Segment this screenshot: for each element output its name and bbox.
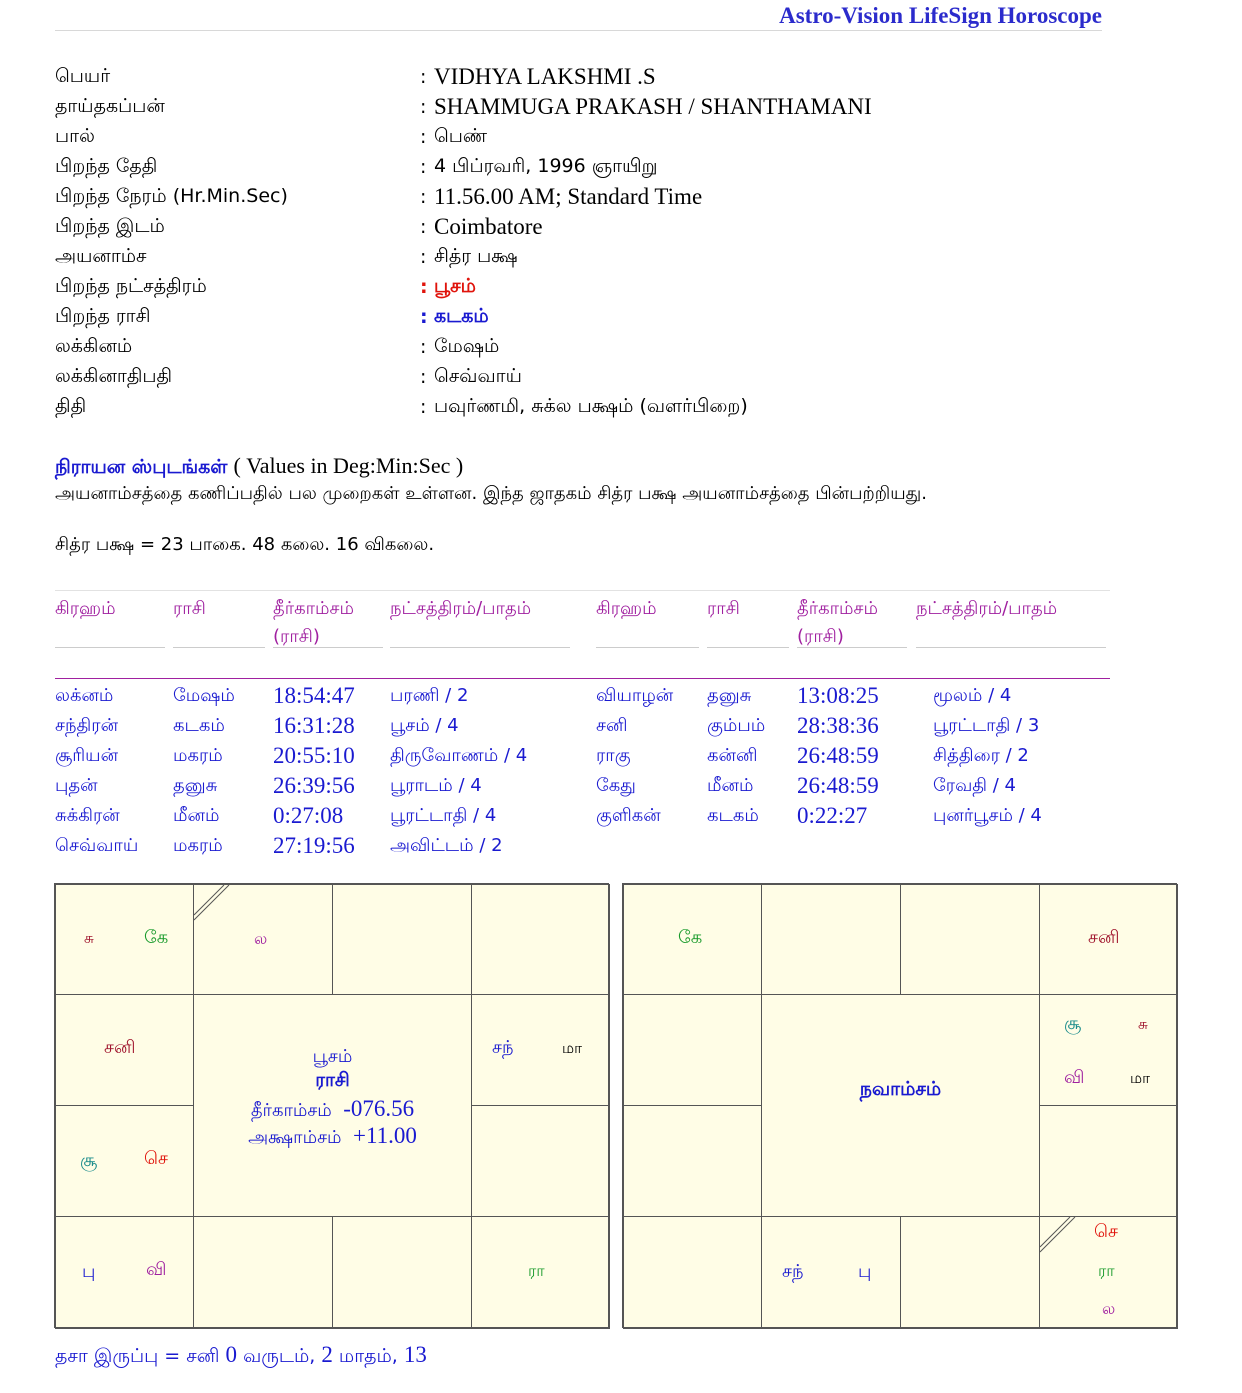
planet-name: லக்னம்: [55, 685, 114, 706]
col-header-longitude-sub: (ராசி): [273, 626, 320, 647]
info-value: 4 பிப்ரவரி, 1996 ஞாயிறு: [434, 154, 658, 177]
header-underline: [55, 647, 165, 648]
planet-mars: செ: [144, 1148, 168, 1169]
planet-star: பூரட்டாதி / 3: [933, 715, 1040, 736]
latitude-value: +11.00: [352, 1123, 417, 1148]
planet-saturn: சனி: [1088, 927, 1120, 948]
mandi-label: மா: [1130, 1069, 1150, 1087]
table-row: [55, 741, 1110, 771]
planet-rasi: கும்பம்: [707, 715, 766, 736]
rasi-chart: [54, 883, 609, 1328]
page-header: [55, 0, 1102, 31]
colon: :: [420, 396, 427, 418]
ayanamsa-value: சித்ர பக்ஷ = 23 பாகை. 48 கலை. 16 விகலை.: [55, 534, 435, 555]
planet-rasi: மீனம்: [707, 775, 754, 796]
planet-longitude: 20:55:10: [273, 743, 355, 768]
colon: :: [420, 126, 427, 148]
planet-rahu: ரா: [528, 1261, 545, 1280]
planet-moon: சந்: [492, 1037, 514, 1058]
house-kadagam: [1039, 994, 1178, 1106]
planet-star: புனர்பூசம் / 4: [933, 805, 1042, 826]
info-value: பெண்: [434, 124, 488, 147]
info-label: பிறந்த ராசி: [55, 304, 151, 327]
header-underline: [596, 647, 699, 648]
longitude-label: தீர்காம்சம்: [250, 1100, 332, 1121]
chart-title: ராசி: [315, 1069, 350, 1091]
dasa-months-label: மாதம்,: [338, 1345, 398, 1367]
info-label: பெயர்: [55, 64, 111, 87]
planet-rasi: தனுசு: [707, 685, 752, 706]
info-row-parents: [55, 92, 1115, 122]
house-dhanusu: [623, 1216, 762, 1329]
info-label-text: பிறந்த நேரம் (Hr.Min.Sec): [55, 184, 288, 207]
planet-table: [55, 590, 1110, 861]
section-heading: நிராயன ஸ்புடங்கள்: [55, 456, 228, 478]
header-underline: [173, 647, 265, 648]
info-value: கடகம்: [434, 304, 489, 327]
col-header-longitude: [273, 595, 354, 651]
planet-name: சூரியன்: [55, 745, 119, 766]
colon: :: [420, 276, 428, 298]
house-rishabam: [332, 884, 472, 995]
info-row-lagna-lord: [55, 362, 1115, 392]
house-mithunam: [471, 884, 610, 995]
info-row-place: [55, 212, 1115, 242]
planet-longitude: 26:48:59: [797, 743, 879, 768]
info-value: VIDHYA LAKSHMI .S: [434, 64, 656, 89]
planet-star: பரணி / 2: [390, 685, 469, 706]
col-header-longitude-text: தீர்காம்சம்: [273, 598, 354, 619]
latitude-line: [194, 1123, 471, 1150]
planet-rasi: தனுசு: [173, 775, 218, 796]
info-row-star: [55, 272, 1115, 302]
planet-saturn: சனி: [104, 1037, 136, 1058]
navamsa-chart: [622, 883, 1177, 1328]
planet-rahu: ரா: [1098, 1261, 1115, 1280]
birth-details: [55, 62, 1115, 422]
planet-name: வியாழன்: [596, 685, 674, 706]
col-header-longitude-text: தீர்காம்சம்: [797, 598, 878, 619]
planet-star: திருவோணம் / 4: [390, 745, 528, 766]
col-header-star-2: நட்சத்திரம்/பாதம்: [916, 598, 1058, 619]
table-row: [55, 711, 1110, 741]
house-mesham: [761, 884, 901, 995]
info-value: Coimbatore: [434, 214, 543, 239]
header-underline: [707, 647, 789, 648]
info-label: பால்: [55, 124, 95, 147]
planet-star: பூசம் / 4: [390, 715, 459, 736]
house-simmam: [471, 1105, 610, 1217]
dasa-prefix: தசா இருப்பு = சனி: [55, 1345, 220, 1367]
planet-rasi: மீனம்: [173, 805, 220, 826]
planet-jupiter: வி: [146, 1259, 167, 1280]
planet-sun: சூ: [1064, 1013, 1082, 1034]
house-dhanusu: [55, 1216, 194, 1329]
planet-longitude: 16:31:28: [273, 713, 355, 738]
info-label: லக்கினாதிபதி: [55, 364, 173, 387]
info-label: தாய்தகப்பன்: [55, 94, 165, 117]
table-row: [55, 801, 1110, 831]
planet-star: அவிட்டம் / 2: [390, 835, 503, 856]
planet-rasi: கடகம்: [707, 805, 759, 826]
info-label: [55, 185, 420, 210]
mandi-label: மா: [562, 1039, 582, 1057]
header-underline: [273, 647, 383, 648]
planet-rasi: மகரம்: [173, 745, 223, 766]
house-thulam: [900, 1216, 1040, 1329]
lagna-label: ல: [254, 929, 268, 948]
section-subtitle: ( Values in Deg:Min:Sec ): [233, 453, 464, 478]
info-label: திதி: [55, 394, 87, 417]
house-simmam: [1039, 1105, 1178, 1217]
dasa-years-label: வருடம்,: [243, 1345, 316, 1367]
planet-name: ராகு: [596, 745, 631, 766]
info-row-ayanamsa: [55, 242, 1115, 272]
header-underline: [797, 647, 907, 648]
colon: :: [420, 216, 427, 238]
dasa-days: 13: [403, 1342, 427, 1367]
house-meenam: [623, 884, 762, 995]
table-header: [55, 590, 1110, 679]
planet-longitude: 27:19:56: [273, 833, 355, 858]
house-kumbam: [55, 994, 194, 1106]
house-viruchigam: [193, 1216, 333, 1329]
col-header-longitude-sub: (ராசி): [797, 626, 844, 647]
info-value: பூசம்: [434, 274, 476, 297]
planet-name: புதன்: [55, 775, 98, 796]
house-mesham: [193, 884, 333, 995]
col-header-planet-2: கிரஹம்: [596, 598, 657, 619]
planet-mars: செ: [1094, 1221, 1118, 1242]
center-star: பூசம்: [312, 1046, 353, 1067]
planet-name: செவ்வாய்: [55, 835, 139, 856]
planet-jupiter: வி: [1064, 1067, 1085, 1088]
house-rishabam: [900, 884, 1040, 995]
info-label: அயனாம்ச: [55, 244, 147, 267]
dasa-balance: [55, 1342, 427, 1370]
navamsa-center: [762, 1078, 1039, 1103]
info-row-time: [55, 182, 1115, 212]
app-title: Astro-Vision LifeSign Horoscope: [779, 3, 1102, 28]
info-value: சித்ர பக்ஷ: [434, 244, 518, 267]
planet-venus: சு: [1138, 1015, 1148, 1033]
planet-longitude: 26:48:59: [797, 773, 879, 798]
colon: :: [420, 156, 427, 178]
house-kanni: [1039, 1216, 1178, 1329]
ayanamsa-note: அயனாம்சத்தை கணிப்பதில் பல முறைகள் உள்ளன. இந்த ஜாதகம் சித்ர பக்ஷ அயனாம்சத்தை பின்பற்றியது.: [55, 483, 928, 504]
planet-name: சனி: [596, 715, 628, 736]
planet-longitude: 28:38:36: [797, 713, 879, 738]
info-row-tithi: [55, 392, 1115, 422]
dasa-months: 2: [321, 1342, 333, 1367]
planet-rasi: மேஷம்: [173, 685, 235, 706]
info-value: 11.56.00 AM; Standard Time: [434, 184, 703, 209]
header-underline: [916, 647, 1106, 648]
info-value: செவ்வாய்: [434, 364, 522, 387]
rasi-center: [194, 1046, 471, 1150]
planet-star: பூரட்டாதி / 4: [390, 805, 497, 826]
info-row-gender: [55, 122, 1115, 152]
house-viruchigam: [761, 1216, 901, 1329]
planet-venus: சு: [84, 929, 94, 947]
lagna-marker: [194, 885, 230, 921]
planet-rasi: கன்னி: [707, 745, 758, 766]
col-header-planet: கிரஹம்: [55, 598, 116, 619]
planet-star: ரேவதி / 4: [933, 775, 1017, 796]
planet-longitude: 0:27:08: [273, 803, 344, 828]
planet-longitude: 26:39:56: [273, 773, 355, 798]
header-underline: [390, 647, 570, 648]
planet-mercury: பு: [82, 1261, 96, 1282]
dasa-years: 0: [225, 1342, 238, 1367]
planet-rasi: கடகம்: [173, 715, 225, 736]
planet-longitude: 13:08:25: [797, 683, 879, 708]
section-title: [55, 453, 463, 481]
house-thulam: [332, 1216, 472, 1329]
planet-name: சந்திரன்: [55, 715, 119, 736]
colon: :: [420, 66, 427, 88]
col-header-rasi-2: ராசி: [707, 598, 740, 619]
planet-mercury: பு: [858, 1261, 872, 1282]
info-row-date: [55, 152, 1115, 182]
planet-star: சித்திரை / 2: [933, 745, 1029, 766]
col-header-longitude-2: [797, 595, 878, 651]
info-row-name: [55, 62, 1115, 92]
planet-name: குளிகன்: [596, 805, 661, 826]
info-row-rasi: [55, 302, 1115, 332]
table-row: [55, 831, 1110, 861]
planet-sun: சூ: [80, 1150, 98, 1171]
planet-name: கேது: [596, 775, 636, 796]
col-header-star: நட்சத்திரம்/பாதம்: [390, 598, 532, 619]
house-kanni: [471, 1216, 610, 1329]
planet-star: மூலம் / 4: [933, 685, 1012, 706]
colon: :: [420, 96, 427, 118]
info-label: பிறந்த தேதி: [55, 154, 158, 177]
house-makaram: [623, 1105, 762, 1217]
info-label: பிறந்த இடம்: [55, 214, 165, 237]
info-value: மேஷம்: [434, 334, 500, 357]
info-value: SHAMMUGA PRAKASH / SHANTHAMANI: [434, 94, 872, 119]
house-kumbam: [623, 994, 762, 1106]
info-label: பிறந்த நட்சத்திரம்: [55, 274, 207, 297]
planet-ketu: கே: [144, 927, 169, 948]
info-row-lagna: [55, 332, 1115, 362]
house-mithunam: [1039, 884, 1178, 995]
planet-ketu: கே: [678, 927, 703, 948]
table-row: [55, 681, 1110, 711]
table-row: [55, 771, 1110, 801]
longitude-value: -076.56: [343, 1096, 415, 1121]
lagna-marker: [1040, 1217, 1076, 1253]
planet-moon: சந்: [782, 1261, 804, 1282]
info-value: பவுர்ணமி, சுக்ல பக்ஷம் (வளர்பிறை): [434, 394, 748, 417]
planet-rasi: மகரம்: [173, 835, 223, 856]
house-meenam: [55, 884, 194, 995]
colon: :: [420, 186, 427, 208]
colon: :: [420, 246, 427, 268]
planet-longitude: 18:54:47: [273, 683, 355, 708]
colon: :: [420, 306, 428, 328]
latitude-label: அக்ஷாம்சம்: [248, 1127, 342, 1148]
longitude-line: [194, 1096, 471, 1123]
planet-name: சுக்கிரன்: [55, 805, 120, 826]
house-makaram: [55, 1105, 194, 1217]
col-header-rasi: ராசி: [173, 598, 206, 619]
colon: :: [420, 366, 427, 388]
info-label: லக்கினம்: [55, 334, 133, 357]
house-kadagam: [471, 994, 610, 1106]
planet-star: பூராடம் / 4: [390, 775, 482, 796]
lagna-label: ல: [1102, 1299, 1116, 1318]
colon: :: [420, 336, 427, 358]
planet-longitude: 0:22:27: [797, 803, 868, 828]
chart-title: நவாம்சம்: [859, 1078, 942, 1100]
